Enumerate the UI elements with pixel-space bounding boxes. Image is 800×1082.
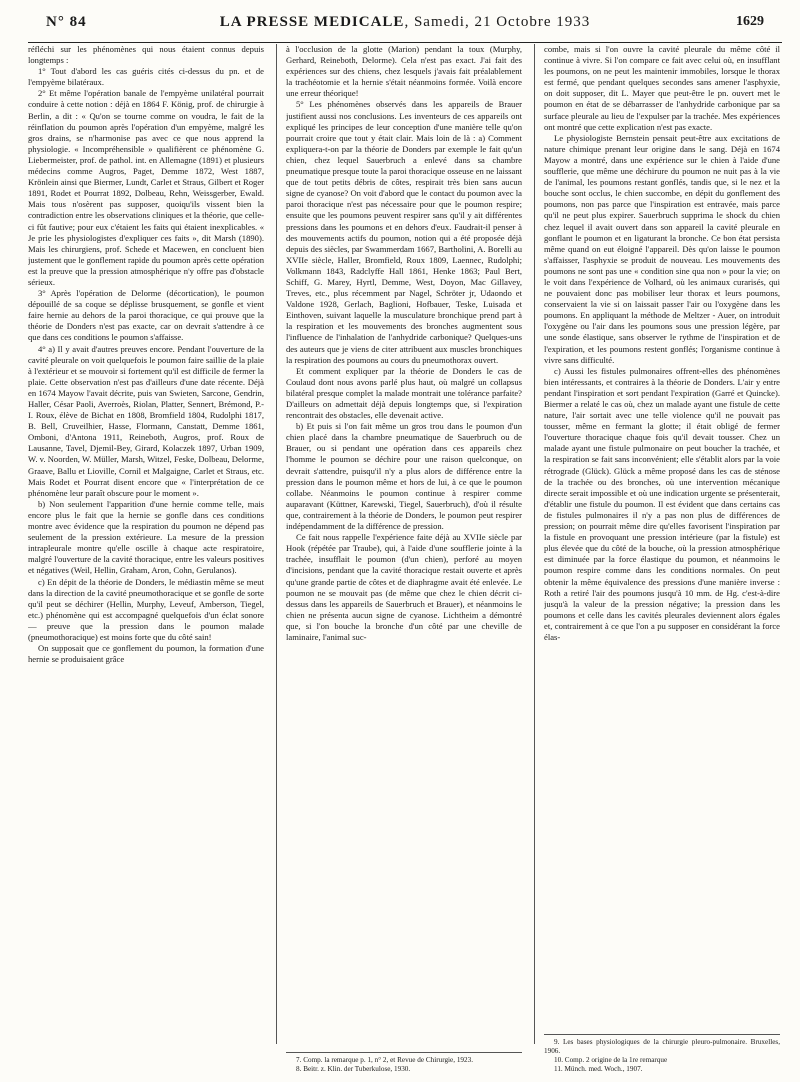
footnote: 9. Les bases physiologiques de la chirurgie pleuro-pulmonaire. Bruxelles, 1906. <box>544 1038 780 1055</box>
paragraph: b) Non seulement l'apparition d'une hernie comme telle, mais encore plus le fait que la hernie se gonfle dans ces conditions montre avec évidence que la respiration du poumon ne dépend pas seulement de la pression extérieure. La mesure de la pression intrapleurale montre qu'elle oscille à chaque acte respiratoire, malgré l'ouverture de la cavité thoracique, entre les valeurs positives et négatives (Weil, Hellin, Graham, Aron, Cohn, Gerulanos). <box>28 498 264 576</box>
column-3 <box>544 44 780 1074</box>
paragraph: 1° Tout d'abord les cas guéris cités ci-dessus du pn. et de l'empyème bilatéraux. <box>28 66 264 88</box>
page-header <box>28 8 782 43</box>
paragraph: 4° a) Il y avait d'autres preuves encore. Pendant l'ouverture de la cavité pleurale on voit quelquefois le poumon faire saillie de la plaie à l'extérieur et se mouvoir si fortement qu'il est difficile de fermer la plaie. Cette observation n'est pas d'ailleurs d'une date récente. Déjà en 1674 Mayow l'avait décrite, puis van Swieten, Sarcone, Gendrin, Haller, César Paoli, Averroès, Riolan, Platter, Sennert, Brémond, P.-I. Roux, élève de Bichat en 1808, Bromfield 1804, Rudolphi 1817, B. Bell, Cruveilhier, Hasse, Flormann, Canstatt, Demme 1861, Omboni, d'Antona 1911, Reineboth, Augros, prof. Roux de Lausanne, Tavel, Djemil-Bey, Girard, Kolaczek 1897, Urban 1909, W. v. Noorden, W. Müller, Marsh, Witzel, Feske, Dolbeau, Delorme, Graave, Ballu et Lioville, Cornil et Malgaigne, Carlet et Straus, etc. Mais Rodet et Pourrat disent encore que « l'interprétation de ce phénomène leur paraît obscure pour le moment ». <box>28 343 264 498</box>
paragraph: réfléchi sur les phénomènes qui nous étaient connus depuis longtemps : <box>28 44 264 66</box>
issue-number: N° 84 <box>46 14 87 30</box>
paragraph: 2° Et même l'opération banale de l'empyème unilatéral pourrait conduire à cette notion : déjà en 1864 F. König, prof. de chirurgie à Berlin, a dit : « Qu'on se tourne comme on voudra, le fait de la réinflation du poumon après l'opération d'un empyème, malgré les gros drains, se n'harmonise pas avec ce que nous apprend la physiologie. « Incompréhensible » qualifièrent ce phénomène G. Liebermeister, prof. de pathol. int. en Allemagne (1891) et plusieurs médecins comme Augros, Paget, Demme 1872, West 1887, Krönlein ainsi que Biermer, Lundt, Carlet et Straus, Gilbert et Roger 1891, Rodet et Pourrat 1892, Dolbeau, Rehn, Weissgerber, Ewald. Mais tous n'osèrent pas supposer, quoiqu'ils vissent bien la contradiction entre les observations cliniques et la théorie, que celle-ci fût fautive; pour eux c'étaient les faits qui étaient inexplicables. « Je prie les physiologistes d'expliquer ces faits », dit Marsh (1890). Mais les chirurgiens, prof. Schede et Macewen, en concluent bien justement que le gonflement rapide du poumon après cette opération est la preuve que la pression atmosphérique n'y offre pas d'obstacle sérieux. <box>28 88 264 287</box>
paragraph: 3° Après l'opération de Delorme (décortication), le poumon dépouillé de sa coque se déplisse brusquement, se gonfle et vient faire hernie au dehors de la paroi thoracique, ce qui prouve que la théorie de Donders n'est pas exacte, car on devrait s'attendre à ce que dans ces conditions le poumon s'affaisse. <box>28 288 264 343</box>
paragraph: Ce fait nous rappelle l'expérience faite déjà au XVIIe siècle par Hook (répétée par Traube), qui, à l'aide d'une soufflerie jointe à la trachée, insufflait le poumon (d'un chien), perforé au moyen d'incisions, pendant que la cavité thoracique restait ouverte et après qu'une grande partie de côtes et de diaphragme avait été enlevée. Le poumon ne se mouvait pas (de même que chez le chien décrit ci-dessus dans les appareils de Sauerbruch et Brauer), et néanmoins le chien ne présenta aucun signe de cyanose. Lichtheim a démontré que, si l'on bouche la bronche d'un côté par une cheville de laminaire, l'animal suc- <box>286 532 522 642</box>
paragraph: c) En dépit de la théorie de Donders, le médiastin même se meut dans la direction de la cavité pneumothoracique et se gonfle de sorte qu'il peut se déchirer (Hellin, Murphy, Leveuf, Amberson, Tiegel, etc.) phénomène qui est accompagné quelquefois d'un éclat sonore — preuve que la pression dans le poumon malade (pneumothoracique) est moins forte que du côté sain! <box>28 576 264 642</box>
footnote: 11. Münch. med. Woch., 1907. <box>554 1065 643 1073</box>
article-columns <box>28 44 782 1074</box>
journal-title: LA PRESSE MEDICALE <box>219 14 405 30</box>
footnotes <box>286 1052 522 1074</box>
column-2 <box>286 44 522 1074</box>
footnote: 7. Comp. la remarque p. 1, n° 2, et Revue de Chirurgie, 1923. <box>296 1056 474 1064</box>
paragraph: Le physiologiste Bernstein pensait peut-être aux excitations de nature chimique prenant leur origine dans le sang. Déjà en 1674 Mayow a montré, dans une expérience sur le chien à l'aide d'une soufflerie, que même une déchirure du poumon ne nuit pas à la vie de l'animal, les poumons restant gonflés, tandis que, si le nez et la bouche sont occlus, le chien succombe, en dépit du gonflement des poumons, non pas parce que l'inspiration est entravée, mais parce qu'il ne peut plus expirer. Sauerbruch supprima le shock du chien chez lequel il avait ouvert dans son appareil la cavité pleurale en gonflant le poumon et en ligaturant la bronche. Ce bon état persista même quand on eut éloigné l'appareil. Dès qu'on laisse le poumon s'affaisser, l'asphyxie se produit de nouveau. Les mouvements des poumons ne sont pas une « condition sine qua non » pour la vie; on le voit dans l'expérience de Volhard, où les animaux curarisés, qui ne pouvaient donc pas mobiliser leur thorax et leurs poumons, conservaient la vie si on laissait passer l'air ou l'oxygène dans les poumons. En appliquant la méthode de Meltzer - Auer, on introduit l'oxygène ou l'air dans les poumons sous une pression légère, par une sonde élastique, sans observer le rythme de l'inspiration et de l'expiration, et les poumons restent gonflés; l'organisme continue à vivre sans difficulté. <box>544 132 780 365</box>
newspaper-page <box>28 0 782 1082</box>
paragraph: 5° Les phénomènes observés dans les appareils de Brauer justifient aussi nos conclusions. Les inventeurs de ces appareils ont expliqué les principes de leur conception d'une manière telle qu'on pourrait croire que tout y était clair. Mais loin de là : a) Comment expliquera-t-on par la théorie de Donders par exemple le fait qu'un chien, chez lequel Sauerbruch a enlevé dans sa chambre pneumatique presque toute la paroi thoracique osseuse en ne laissant que de tout petits débris de côtes, respirait très bien sans aucun signe de cyanose? On voit d'abord que le contact du poumon avec la paroi thoracique n'est pas nécessaire pour que le poumon respire; ensuite que les poumons peuvent respirer sans qu'il y ait différentes pressions dans les poumons et en dehors d'eux. Faudrait-il penser à des mouvements actifs du poumon, notion qui a été proposée déjà depuis des siècles, par Swammerdam 1667, Bartholini, A. Borelli au XVIIe siècle, Haller, Bromfield, Roux 1809, Laennec, Rudolphi; Volkmann 1843, Radclyffe Hall 1861, Henke 1863; Paul Bert, Schiff, G. Marey, Hyrtl, Demme, West, Doyon, Mac Gillavey, Treves, etc., plus récemment par Nagel, Schröter jr, Udaondo et Valdone 1928, Gerlach, Baglioni, Hofbauer, Teske, Luisada et Einthoven, suivant laquelle la musculature bronchique prend part à la respiration et les mouvements des bronches augmentent sous l'influence de l'inhalation de l'anhydride carbonique? Quelques-uns des auteurs que je viens de citer attribuent aux muscles bronchiques la respiration des poumons au cours du pneumothorax ouvert. <box>286 99 522 365</box>
paragraph: b) Et puis si l'on fait même un gros trou dans le poumon d'un chien placé dans la chambre pneumatique de Sauerbruch ou de Brauer, ou si pendant une opération dans ces appareils chez l'homme le poumon se déchire pour une raison quelconque, on devrait s'attendre, puisqu'il n'y a plus alors de différence entre la pression dans le poumon même et hors de lui, à ce que le poumon collabe. Néanmoins le poumon continue à respirer comme auparavant (Küttner, Karewski, Tiegel, Sauerbruch), d'où il résulte que, contrairement à la théorie de Donders, le poumon peut respirer indépendamment de la différence de pression. <box>286 421 522 532</box>
paragraph: à l'occlusion de la glotte (Marion) pendant la toux (Murphy, Gerhard, Reineboth, Delorme). Cela n'est pas exact. J'ai fait des expériences sur des chiens, chez lesquels j'avais fait préalablement la trachéotomie et la hernie s'était néanmoins formée. Voilà encore une erreur théorique! <box>286 44 522 99</box>
paragraph: combe, mais si l'on ouvre la cavité pleurale du même côté il continue à vivre. Si l'on compare ce fait avec celui où, en insufflant les poumons, on ne peut les maintenir immobiles, lorsque le thorax est fermé, que pendant quelques secondes sans amener l'asphyxie, on doit supposer, dit L. Mayer que peut-être le pn. ouvert met le poumon en état de se débarrasser de l'anhydride carbonique par sa surface pleurale au lieu de l'expulser par la trachée. Mes expériences ont montré que cette explication n'est pas exacte. <box>544 44 780 132</box>
column-body <box>286 44 522 1042</box>
issue-date: Samedi, 21 Octobre 1933 <box>413 14 591 30</box>
footnote: 10. Comp. 2 origine de la 1re remarque <box>554 1056 668 1064</box>
paragraph: c) Aussi les fistules pulmonaires offrent-elles des phénomènes bien intéressants, et contraires à la théorie de Donders. L'air y entre pendant l'inspiration et sort pendant l'expiration (Garré et Quincke). Biermer a relaté le cas où, chez un malade ayant une fistule de cette nature, l'air sortait avec une telle violence qu'il ne pouvait pas tousser, même en fermant la glotte; il était obligé de fermer l'ouverture thoracique chaque fois qu'il devait tousser. Chez un malade ayant une fistule pulmonaire on peut boucher la trachée, et la respiration se fait sans inconvénient; elle s'établit alors par la voie rétrograde (Glück). Glück a même proposé dans les cas de sténose de la trachée ou des bronches, où une intervention mécanique directe serait impossible et où une indication urgente se présenterait, d'établir une fistule du poumon. Il est évident que dans certains cas de fistules pulmonaires il n'y a pas non plus de différences de pression; on pourrait même dire qu'elles favorisent l'inspiration par la fistule en provoquant une pression intérieure (par la fistule) est plus élevée que du côté de la bouche, où la pression atmosphérique est diminuée par la force élastique du poumon, et néanmoins le poumon respire comme dans les conditions normales. On peut obtenir la même équivalence des pressions d'une manière inverse : Roth a retiré l'air des poumons jusqu'à 10 mm. de Hg. c'est-à-dire jusqu'à la valeur de la pression négative; la pression dans les poumons et celle dans les cavités pleurales deviennent alors égales et, contrairement à ce que l'on a pu supposer en considérant la force élas- <box>544 365 780 642</box>
page-number: 1629 <box>736 14 764 29</box>
footnote: 8. Beitr. z. Klin. der Tuberkulose, 1930. <box>296 1065 411 1073</box>
paragraph: Et comment expliquer par la théorie de Donders le cas de Coulaud dont nous avons parlé plus haut, où malgré un collapsus bilatéral presque complet la malade montrait une tolérance parfaite? D'ailleurs on admettait déjà depuis longtemps que, si l'expiration rencontrait des obstacles, elle devenait active. <box>286 365 522 421</box>
column-1 <box>28 44 264 1074</box>
paragraph: On supposait que ce gonflement du poumon, la formation d'une hernie se produisaient grâce <box>28 643 264 665</box>
column-body <box>544 44 780 1046</box>
footnotes <box>544 1034 780 1074</box>
masthead: LA PRESSE MEDICALE, Samedi, 21 Octobre 1933 <box>219 14 591 30</box>
